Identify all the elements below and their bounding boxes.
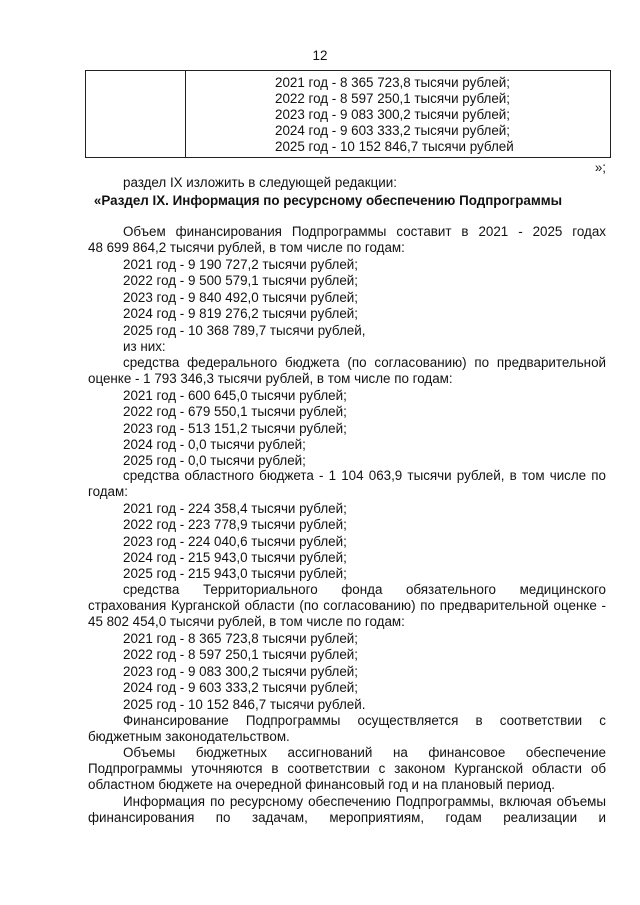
table-row: 2023 год - 9 083 300,2 тысячи рублей;: [275, 107, 510, 122]
of-which: из них:: [123, 339, 166, 354]
section-heading: «Раздел IX. Информация по ресурсному обеспечению Подпрограммы: [93, 193, 563, 208]
closing-quote: »;: [594, 160, 606, 175]
list-item: 2023 год - 9 840 492,0 тысячи рублей;: [123, 290, 358, 305]
fund-line-2: страхования Курганской области (по согласованию) по предварительной оценке -: [88, 598, 606, 613]
list-item: 2025 год - 10 152 846,7 тысячи рублей.: [123, 697, 366, 712]
paragraph-2-line-1: Объемы бюджетных ассигнований на финансовое обеспечение: [123, 745, 606, 760]
page-number: 12: [312, 48, 328, 63]
table-row: 2024 год - 9 603 333,2 тысячи рублей;: [275, 123, 510, 138]
table-left-cell: [86, 71, 186, 157]
list-item: 2023 год - 224 040,6 тысячи рублей;: [123, 534, 347, 549]
paragraph-3-line-1: Информация по ресурсному обеспечению Подпрограммы, включая объемы: [123, 794, 606, 809]
list-item: 2022 год - 9 500 579,1 тысячи рублей;: [123, 273, 358, 288]
list-item: 2021 год - 224 358,4 тысячи рублей;: [123, 501, 347, 516]
list-item: 2021 год - 8 365 723,8 тысячи рублей;: [123, 631, 358, 646]
list-item: 2023 год - 9 083 300,2 тысячи рублей;: [123, 664, 358, 679]
total-line-2: 48 699 864,2 тысячи рублей, в том числе по годам:: [88, 240, 405, 255]
list-item: 2022 год - 679 550,1 тысячи рублей;: [123, 404, 347, 419]
list-item: 2021 год - 9 190 727,2 тысячи рублей;: [123, 257, 358, 272]
paragraph-1-line-2: бюджетным законодательством.: [88, 729, 290, 744]
federal-line-2: оценке - 1 793 346,3 тысячи рублей, в том числе по годам:: [88, 371, 453, 386]
paragraph-2-line-3: областном бюджете на очередной финансовый год и на плановый период.: [88, 777, 555, 792]
list-item: 2024 год - 9 603 333,2 тысячи рублей;: [123, 680, 358, 695]
table-row: 2022 год - 8 597 250,1 тысячи рублей;: [275, 91, 510, 106]
regional-line-1: средства областного бюджета - 1 104 063,9 тысячи рублей, в том числе по: [123, 468, 606, 483]
table-row: 2025 год - 10 152 846,7 тысячи рублей: [275, 139, 514, 154]
federal-line-1: средства федерального бюджета (по согласованию) по предварительной: [123, 355, 606, 370]
list-item: 2024 год - 9 819 276,2 тысячи рублей;: [123, 306, 358, 321]
paragraph-3-line-2: финансирования по задачам, мероприятиям, годам реализации и: [88, 810, 606, 825]
list-item: 2023 год - 513 151,2 тысячи рублей;: [123, 421, 347, 436]
paragraph-1-line-1: Финансирование Подпрограммы осуществляется в соответствии с: [123, 713, 606, 728]
list-item: 2025 год - 0,0 тысячи рублей;: [123, 453, 306, 468]
list-item: 2024 год - 215 943,0 тысячи рублей;: [123, 550, 347, 565]
list-item: 2022 год - 8 597 250,1 тысячи рублей;: [123, 647, 358, 662]
regional-line-2: годам:: [88, 484, 128, 499]
list-item: 2022 год - 223 778,9 тысячи рублей;: [123, 517, 347, 532]
list-item: 2024 год - 0,0 тысячи рублей;: [123, 437, 306, 452]
funding-table: [85, 70, 611, 158]
list-item: 2021 год - 600 645,0 тысячи рублей;: [123, 388, 347, 403]
table-row: 2021 год - 8 365 723,8 тысячи рублей;: [275, 75, 510, 90]
fund-line-1: средства Территориального фонда обязательного медицинского: [123, 582, 606, 597]
list-item: 2025 год - 10 368 789,7 тысячи рублей,: [123, 323, 366, 338]
table-right-cell: [185, 71, 610, 157]
fund-line-3: 45 802 454,0 тысячи рублей, в том числе по годам:: [88, 614, 405, 629]
paragraph-2-line-2: Подпрограммы уточняются в соответствии с законом Курганской области об: [88, 761, 606, 776]
total-line-1: Объем финансирования Подпрограммы составит в 2021 - 2025 годах: [123, 224, 606, 239]
list-item: 2025 год - 215 943,0 тысячи рублей;: [123, 566, 347, 581]
intro-line: раздел IX изложить в следующей редакции:: [123, 175, 397, 190]
